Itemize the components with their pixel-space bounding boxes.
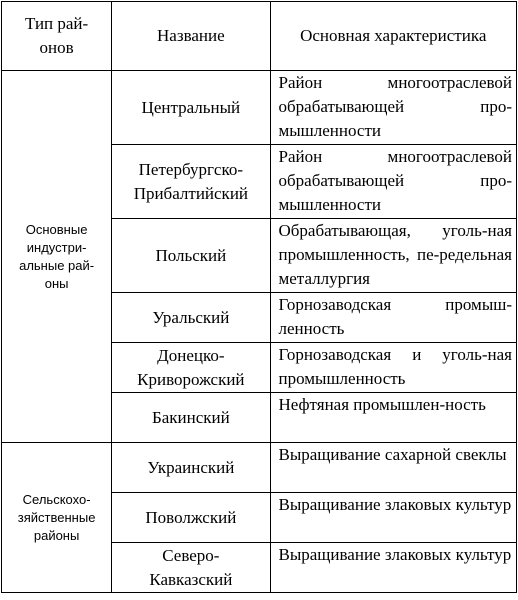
- region-characteristic-cell: Район многоотраслевой обрабатывающей про-мышленности: [270, 71, 517, 145]
- region-type-cell: Основные индустри- альные рай- оны: [2, 71, 112, 443]
- header-row: [2, 2, 517, 71]
- region-name-cell: Донецко- Криворожский: [112, 343, 270, 393]
- region-name-cell: Поволжский: [112, 493, 270, 543]
- region-name-cell: Польский: [112, 219, 270, 293]
- region-name-cell: Украинский: [112, 443, 270, 493]
- region-name-cell: Северо- Кавказский: [112, 543, 270, 593]
- region-name-cell: Петербургско- Прибалтийский: [112, 145, 270, 219]
- header-type: Тип рай- онов: [2, 2, 112, 71]
- header-characteristic: Основная характеристика: [270, 2, 517, 71]
- region-characteristic-cell: Выращивание злаковых культур: [270, 493, 517, 543]
- regions-table: [1, 1, 517, 593]
- region-characteristic-cell: Выращивание злаковых культур: [270, 543, 517, 593]
- region-characteristic-cell: Нефтяная промышлен-ность: [270, 393, 517, 443]
- region-characteristic-cell: Выращивание сахарной свеклы: [270, 443, 517, 493]
- header-name: Название: [112, 2, 270, 71]
- region-characteristic-cell: Горнозаводская и уголь-ная промышленность: [270, 343, 517, 393]
- region-type-cell: Сельскохо- зяйственные районы: [2, 443, 112, 593]
- region-characteristic-cell: Район многоотраслевой обрабатывающей про-мышленности: [270, 145, 517, 219]
- region-name-cell: Уральский: [112, 293, 270, 343]
- region-characteristic-cell: Горнозаводская промыш-ленность: [270, 293, 517, 343]
- table-row: [2, 71, 517, 145]
- table-row: [2, 443, 517, 493]
- region-name-cell: Центральный: [112, 71, 270, 145]
- region-characteristic-cell: Обрабатывающая, уголь-ная промышленность, пе-редельная металлургия: [270, 219, 517, 293]
- region-name-cell: Бакинский: [112, 393, 270, 443]
